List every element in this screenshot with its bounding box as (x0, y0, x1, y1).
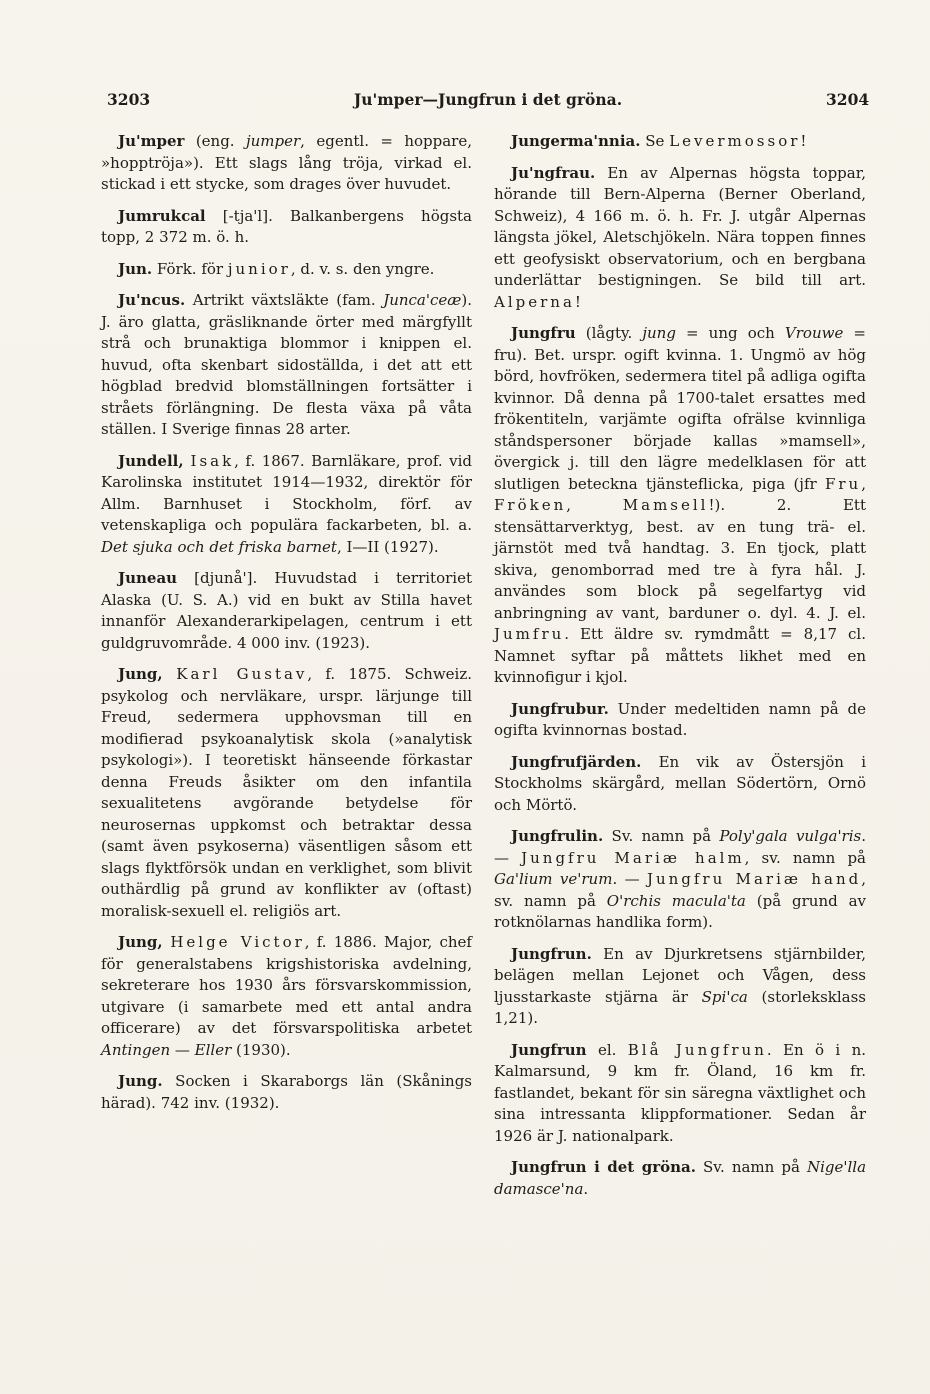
entry (101, 568, 472, 654)
entry-text: , d. v. s. den yngre. (290, 259, 435, 278)
page-number-left: 3203 (107, 90, 151, 109)
headword: Jumrukcal (118, 206, 206, 225)
entry-text: Artrikt växtsläkte (fam. (185, 291, 384, 309)
italic-term: Vrouwe (784, 324, 844, 342)
entry-text: , f. 1867. Barnläkare, prof. vid Karolinska institutet 1914—1932, direktör för Allm. Barnhuset i Stockholm, förf. av vetenskapliga och populära fackarbeten, bl. a. (101, 451, 472, 534)
headword: Jung, (118, 933, 171, 951)
entry-text: . En ö i n. Kalmarsund, 9 km fr. Öland, 16 km fr. fastlandet, bekant för sin säregna växtlighet och sina intressanta klippformationer. Sedan år 1926 är J. nationalpark. (494, 1040, 866, 1145)
headword: Jungfru (511, 324, 576, 342)
entry-text: , (566, 496, 623, 514)
spaced-term: Levermossor (669, 132, 801, 150)
headword: Jungerma'nnia. (511, 132, 641, 150)
entry (494, 752, 866, 817)
entry (101, 206, 472, 249)
entry (101, 259, 472, 281)
entry-text: (storleksklass 1,21). (494, 987, 866, 1027)
entry-text: = ung och (675, 324, 785, 342)
entry-text: (lågty. (575, 324, 643, 342)
entry-text: , f. 1875. Schweiz. psykolog och nervläkare, urspr. lärjunge till Freud, sedermera upphovsman till en modifierad psykoanalytisk skola (»analytisk psykologi»). I teoretiskt hänseende förkastar denna Freuds åsikter om den infantila sexualitetens avgörande betydelse för neurosernas uppkomst och betraktar dessa (samt även psykoserna) väsentligen såsom ett slags flyktförsök undan en verklighet, som blivit outhärdlig på grund av konflikter av (oftast) moralisk-sexuell el. religiös art. (101, 665, 473, 920)
entry-text: , f. 1886. Major, chef för generalstabens krigshistoriska avdelning, sekreterare hos 1930 års försvarskommission, utgivare (i samarbete med ett antal andra officerare) av det försvarspolitiska arbetet (101, 933, 472, 1037)
italic-term: jumper (245, 132, 301, 150)
entry-text: En av Alpernas högsta toppar, hörande till Bern-Alperna (Berner Oberland, Schweiz), 4 166 m. ö. h. Fr. J. utgår Alpernas längsta jökel, Aletschjökeln. Nära toppen finnes ett geofysiskt observatorium, och en bergbana underlättar bestigningen. Se bild till art. (494, 163, 866, 289)
entry-text: , (861, 474, 866, 493)
entry-text: ! (800, 132, 807, 150)
entry-text: ! (574, 292, 581, 311)
entry (494, 699, 866, 742)
entry-text: Sv. namn på (695, 1158, 807, 1176)
italic-term: Nige'lla damasce'na (494, 1158, 867, 1198)
headword: Jungfrun i det gröna. (511, 1158, 696, 1176)
running-title: Ju'mper—Jungfrun i det gröna. (353, 90, 623, 109)
italic-term: Poly'gala vulga'ris (719, 827, 862, 845)
headword: Juneau (118, 569, 178, 587)
italic-term: Eller (194, 1040, 232, 1059)
entry-text: (eng. (184, 132, 246, 150)
headword: Ju'ncus. (118, 291, 186, 309)
entry-text: , sv. namn på (494, 870, 867, 910)
italic-term: jung (642, 324, 676, 342)
entry-text: En vik av Östersjön i Stockholms skärgård, mellan Södertörn, Ornö och Mörtö. (494, 752, 866, 814)
entry-text: [-tja'l]. Balkanbergens högsta topp, 2 372 m. ö. h. (101, 206, 472, 246)
entry (494, 1040, 866, 1148)
entry-text: Se (640, 132, 670, 150)
entry (494, 323, 866, 689)
entry-text: . — (494, 827, 867, 867)
headword: Jungfrun (511, 1040, 587, 1059)
spaced-term: Isak (190, 451, 235, 470)
entry (494, 1157, 866, 1200)
headword: Jundell, (118, 451, 191, 470)
headword: Jung, (118, 665, 177, 683)
italic-term: Ga'lium ve'rum (494, 870, 613, 888)
page-number-right: 3204 (826, 90, 870, 109)
spaced-term: Mamsell (622, 496, 709, 514)
italic-term: Det sjuka och det friska barnet (101, 537, 337, 556)
headword: Jun. (118, 259, 153, 278)
spaced-term: Fru (824, 474, 862, 493)
italic-term: O'rchis macula'ta (606, 891, 746, 910)
entry-text: . — (612, 870, 647, 888)
entry-text: ). J. äro glatta, gräsliknande örter med märgfyllt strå och brunaktiga blommor i knippen el. huvud, ofta skenbart sidoställda, i det att ett högblad bredvid blomställningen fortsätter i stråets förlängning. De flesta växa på våta ställen. I Sverige finnas 28 arter. (101, 291, 472, 438)
headword: Jungfrulin. (511, 827, 604, 845)
entry-text: el. (586, 1040, 628, 1059)
headword: Jung. (118, 1072, 163, 1090)
entry-text: , I—II (1927). (336, 537, 439, 556)
headword: Jungfrun. (511, 944, 592, 963)
spaced-term: Helge Victor (170, 933, 305, 951)
spaced-term: Fröken (494, 496, 567, 514)
right-column (494, 131, 866, 1210)
entry (101, 131, 472, 196)
entry (101, 664, 472, 922)
entry-text: = fru). Bet. urspr. ogift kvinna. 1. Ungmö av hög börd, hovfröken, sedermera titel på adliga ogifta kvinnor. Då denna på 1700-talet ersattes med frökentiteln, varjämte ogifta ofrälse kvinnliga ståndspersoner började kallas »mamsell», övergick j. till den lägre medelklasen för att slutligen beteckna tjänsteflicka, piga (jfr (494, 324, 866, 493)
entry-text: Förk. för (152, 259, 228, 278)
entry-text: En av Djurkretsens stjärnbilder, belägen mellan Lejonet och Vågen, dess ljusstarkaste stjärna är (494, 944, 866, 1006)
headword: Jungfrubur. (511, 699, 609, 718)
entry (494, 826, 866, 934)
entry-text: , sv. namn på (744, 848, 866, 867)
left-column (101, 131, 472, 1124)
entry-text: (1930). (231, 1040, 291, 1059)
spaced-term: Jumfru (494, 625, 565, 643)
entry-text: — (170, 1040, 195, 1059)
spaced-term: Karl Gustav (176, 665, 308, 683)
spaced-term: Jungfru Mariæ hand (646, 870, 862, 888)
spaced-term: junior (227, 259, 291, 278)
entry-text: , egentl. = hoppare, »hopptröja»). Ett slags lång tröja, virkad el. stickad i ett stycke, som drages över huvudet. (101, 132, 472, 193)
spaced-term: Jungfru Mariæ halm (521, 848, 745, 867)
entry-text: Sv. namn på (603, 827, 720, 845)
entry (101, 1071, 472, 1114)
spaced-term: Blå Jungfrun (627, 1040, 767, 1059)
headword: Jungfrufjärden. (511, 752, 642, 771)
entry (494, 131, 866, 153)
entry-text: . Ett äldre sv. rymdmått = 8,17 cl. Namnet syftar på måttets likhet med en kvinnofigur i kjol. (494, 625, 866, 686)
entry-text: Socken i Skaraborgs län (Skånings härad). 742 inv. (1932). (101, 1072, 472, 1112)
entry-text: (på grund av rotknölarnas handlika form). (494, 891, 866, 931)
headword: Ju'ngfrau. (511, 163, 596, 182)
spaced-term: Alperna (494, 292, 575, 311)
entry (101, 932, 472, 1061)
entry (101, 451, 472, 559)
italic-term: Spi'ca (701, 987, 748, 1006)
entry-text: !). 2. Ett stensättarverktyg, best. av en tung trä- el. järnstöt med två handtag. 3. En tjock, platt skiva, genomborrad med tre à fyra hål. J. användes som block på segelfartyg vid anbringning av vant, barduner o. dyl. 4. J. el. (494, 496, 866, 622)
entry (101, 290, 472, 441)
entry-text: . (583, 1179, 589, 1198)
italic-term: Junca'ceæ (383, 291, 462, 309)
entry (494, 944, 866, 1030)
italic-term: Antingen (101, 1040, 171, 1059)
entry (494, 163, 866, 314)
headword: Ju'mper (118, 132, 185, 150)
entry-text: Under medeltiden namn på de ogifta kvinnornas bostad. (494, 699, 866, 739)
entry-text: [djunå']. Huvudstad i territoriet Alaska (U. S. A.) vid en bukt av Stilla havet innanför Alexanderarkipelagen, centrum i ett guldgruvområde. 4 000 inv. (1923). (101, 569, 472, 652)
